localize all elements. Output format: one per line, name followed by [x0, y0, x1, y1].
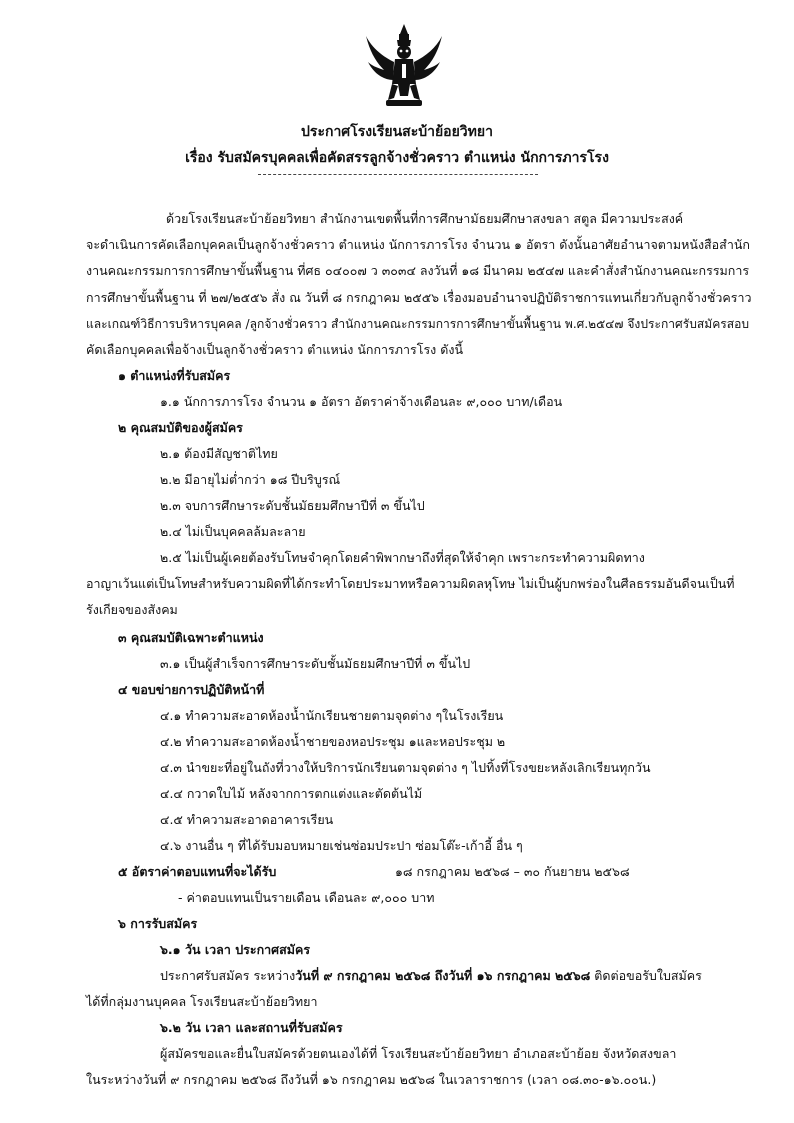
section-2-item-continued: อาญาเว้นแต่เป็นโทษสำหรับความผิดที่ได้กระทำโดยประมาทหรือความผิดลหุโทษ ไม่เป็นผู้บกพร่องในศีลธรรมอันดีจนเป็นที่	[86, 576, 735, 591]
application-period-dates: วันที่ ๙ กรกฎาคม ๒๕๖๘ ถึงวันที่ ๑๖ กรกฎาคม ๒๕๖๘	[295, 968, 591, 983]
section-2-item: ๒.๓ จบการศึกษาระดับชั้นมัธยมศึกษาปีที่ ๓ ขึ้นไป	[160, 498, 425, 513]
section-3-item: ๓.๑ เป็นผู้สำเร็จการศึกษาระดับชั้นมัธยมศึกษาปีที่ ๓ ขึ้นไป	[160, 656, 471, 671]
section-6-1-line	[160, 968, 702, 984]
announcement-subject: เรื่อง รับสมัครบุคคลเพื่อคัดสรรลูกจ้างชั่วคราว ตำแหน่ง นักการภารโรง	[185, 150, 609, 166]
section-4-item: ๔.๔ กวาดใบไม้ หลังจากการตกแต่งและตัดต้นไม้	[160, 786, 423, 801]
section-2-item: ๒.๔ ไม่เป็นบุคคลล้มละลาย	[160, 524, 306, 539]
section-5-period: ๑๘ กรกฎาคม ๒๕๖๘ – ๓๐ กันยายน ๒๕๖๘	[395, 864, 630, 879]
title-separator	[258, 174, 538, 175]
section-1-item: ๑.๑ นักการภารโรง จำนวน ๑ อัตรา อัตราค่าจ้างเดือนละ ๙,๐๐๐ บาท/เดือน	[160, 394, 563, 409]
section-6-1-heading: ๖.๑ วัน เวลา ประกาศสมัคร	[160, 942, 311, 957]
section-6-heading: ๖ การรับสมัคร	[118, 916, 198, 931]
application-period-prefix: ประกาศรับสมัคร ระหว่าง	[160, 968, 296, 983]
intro-line: การศึกษาขั้นพื้นฐาน ที่ ๒๗/๒๕๕๖ สั่ง ณ วันที่ ๘ กรกฎาคม ๒๕๕๖ เรื่องมอบอำนาจปฏิบัติราชการแทนเกี่ยวกับลูกจ้างชั่วคราว	[86, 290, 752, 305]
application-period-suffix: ติดต่อขอรับใบสมัคร	[590, 968, 702, 983]
section-4-item: ๔.๑ ทำความสะอาดห้องน้ำนักเรียนชายตามจุดต่าง ๆในโรงเรียน	[160, 708, 504, 723]
intro-line: คัดเลือกบุคคลเพื่อจ้างเป็นลูกจ้างชั่วคราว ตำแหน่ง นักการภารโรง ดังนี้	[86, 342, 464, 357]
section-3-heading: ๓ คุณสมบัติเฉพาะตำแหน่ง	[118, 630, 264, 645]
section-1-heading: ๑ ตำแหน่งที่รับสมัคร	[118, 368, 231, 383]
section-2-item: ๒.๒ มีอายุไม่ต่ำกว่า ๑๘ ปีบริบูรณ์	[160, 472, 341, 487]
section-4-item: ๔.๓ นำขยะที่อยู่ในถังที่วางให้บริการนักเรียนตามจุดต่าง ๆ ไปทิ้งที่โรงขยะหลังเลิกเรียนทุกวัน	[160, 760, 651, 775]
section-4-item: ๔.๒ ทำความสะอาดห้องน้ำชายของหอประชุม ๑และหอประชุม ๒	[160, 734, 506, 749]
intro-line: ด้วยโรงเรียนสะบ้าย้อยวิทยา สำนักงานเขตพื้นที่การศึกษามัธยมศึกษาสงขลา สตูล มีความประสงค์	[166, 211, 684, 226]
section-4-item: ๔.๖ งานอื่น ๆ ที่ได้รับมอบหมายเช่นซ่อมประปา ซ่อมโต๊ะ-เก้าอี้ อื่น ๆ	[160, 838, 523, 853]
intro-line: งานคณะกรรมการการศึกษาขั้นพื้นฐาน ที่ศธ ๐๔๐๐๗ ว ๓๐๓๔ ลงวันที่ ๑๘ มีนาคม ๒๕๔๗ และคำสั่งสำนักงานคณะกรรมการ	[86, 263, 750, 278]
section-6-2-line: ผู้สมัครขอและยื่นใบสมัครด้วยตนเองได้ที่ โรงเรียนสะบ้าย้อยวิทยา อำเภอสะบ้าย้อย จังหวัดสงขลา	[160, 1046, 677, 1061]
section-6-2-heading: ๖.๒ วัน เวลา และสถานที่รับสมัคร	[160, 1020, 343, 1035]
section-6-1-line: ได้ที่กลุ่มงานบุคคล โรงเรียนสะบ้าย้อยวิทยา	[86, 994, 318, 1009]
section-6-2-line: ในระหว่างวันที่ ๙ กรกฎาคม ๒๕๖๘ ถึงวันที่ ๑๖ กรกฎาคม ๒๕๖๘ ในเวลาราชการ (เวลา ๐๘.๓๐-๑๖.๐๐น.)	[86, 1072, 657, 1087]
garuda-emblem-icon	[364, 22, 444, 112]
section-2-item: ๒.๕ ไม่เป็นผู้เคยต้องรับโทษจำคุกโดยคำพิพากษาถึงที่สุดให้จำคุก เพราะกระทำความผิดทาง	[160, 550, 645, 565]
section-4-item: ๔.๕ ทำความสะอาดอาคารเรียน	[160, 812, 334, 827]
section-4-heading: ๔ ขอบข่ายการปฏิบัติหน้าที่	[118, 682, 265, 697]
announcement-title: ประกาศโรงเรียนสะบ้าย้อยวิทยา	[301, 124, 493, 140]
intro-line: จะดำเนินการคัดเลือกบุคคลเป็นลูกจ้างชั่วคราว ตำแหน่ง นักการภารโรง จำนวน ๑ อัตรา ดังนั้นอาศัยอำนาจตามหนังสือสำนัก	[86, 237, 750, 252]
section-2-item: ๒.๑ ต้องมีสัญชาติไทย	[160, 446, 278, 461]
section-2-heading: ๒ คุณสมบัติของผู้สมัคร	[118, 420, 243, 435]
section-5-heading: ๕ อัตราค่าตอบแทนที่จะได้รับ	[118, 864, 277, 879]
intro-line: และเกณฑ์วิธีการบริหารบุคคล /ลูกจ้างชั่วคราว สำนักงานคณะกรรมการการศึกษาขั้นพื้นฐาน พ.ศ.๒๕๔๗ จึงประกาศรับสมัครสอบ	[86, 317, 750, 331]
section-5-item: - ค่าตอบแทนเป็นรายเดือน เดือนละ ๙,๐๐๐ บาท	[178, 890, 435, 905]
section-2-item-continued: รังเกียจของสังคม	[86, 602, 178, 617]
